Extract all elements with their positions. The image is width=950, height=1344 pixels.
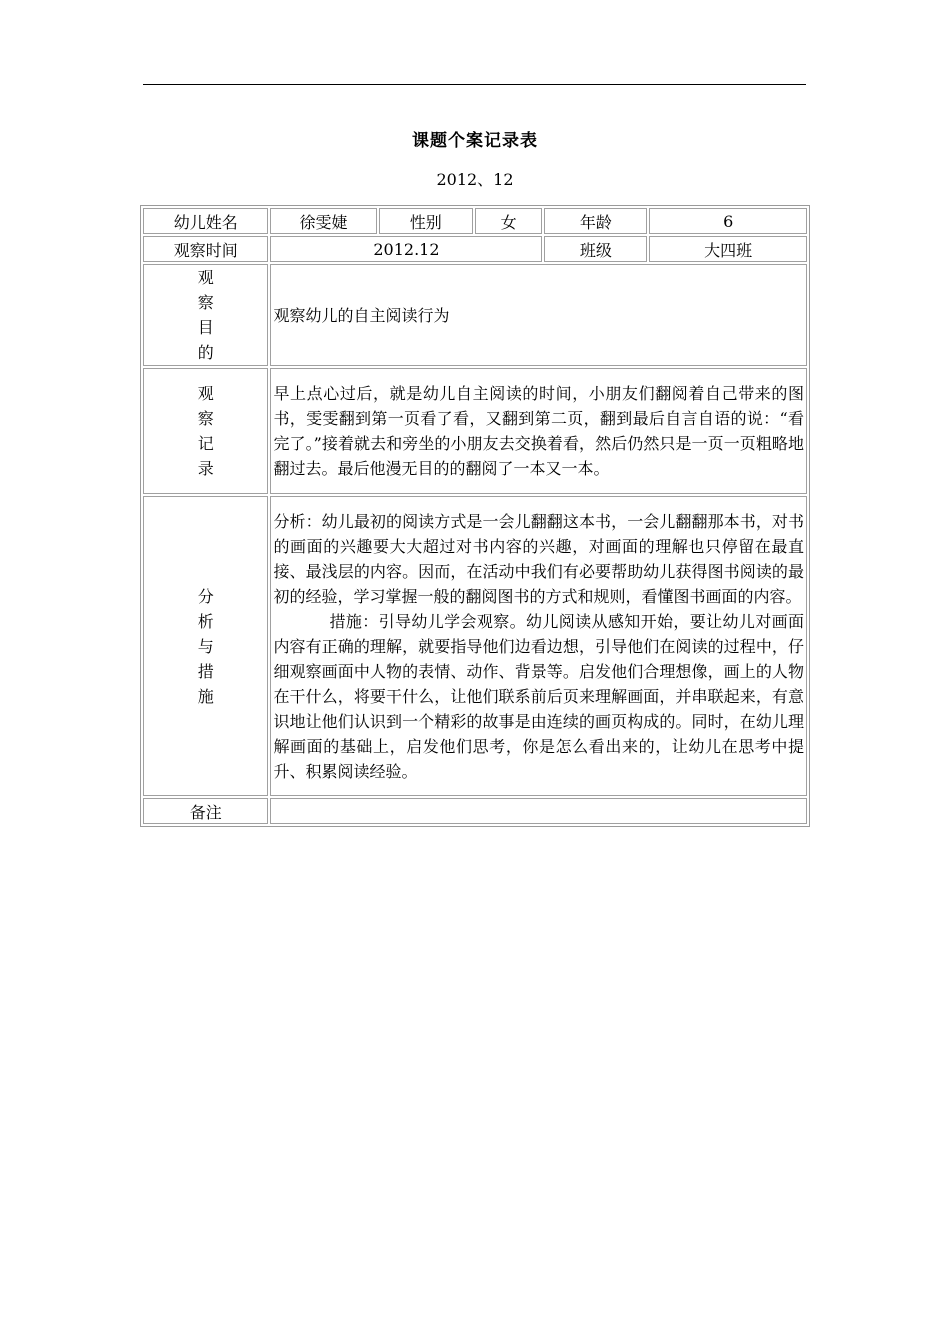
table-row xyxy=(143,264,807,366)
analysis-text xyxy=(270,496,807,796)
measures-paragraph: 措施：引导幼儿学会观察。幼儿阅读从感知开始，要让幼儿对画面内容有正确的理解，就要指导他们边看边想，引导他们在阅读的过程中，仔细观察画面中人物的表情、动作、背景等。启发他们合理想像，画上的人物在干什么，将要干什么，让他们联系前后页来理解画面，并串联起来，有意识地让他们认识到一个精彩的故事是由连续的画页构成的。同时，在幼儿理解画面的基础上，启发他们思考，你是怎么看出来的，让幼儿在思考中提升、积累阅读经验。 xyxy=(273,611,804,781)
remarks-label: 备注 xyxy=(143,798,268,824)
child-name-label: 幼儿姓名 xyxy=(143,208,268,234)
table-row xyxy=(143,496,807,796)
analysis-label: 分 析 与 措 施 xyxy=(143,496,268,796)
table-row xyxy=(143,798,807,824)
table-row xyxy=(143,208,807,234)
purpose-label: 观 察 目 的 xyxy=(143,264,268,366)
gender-value: 女 xyxy=(475,208,543,234)
gender-label: 性别 xyxy=(379,208,473,234)
document-date: 2012、12 xyxy=(436,170,514,189)
class-value: 大四班 xyxy=(649,236,807,262)
remarks-value xyxy=(270,798,807,824)
observation-time-label: 观察时间 xyxy=(143,236,268,262)
age-value: 6 xyxy=(649,208,807,234)
observation-time-value: 2012.12 xyxy=(270,236,542,262)
class-label: 班级 xyxy=(544,236,647,262)
analysis-paragraph: 分析：幼儿最初的阅读方式是一会儿翻翻这本书，一会儿翻翻那本书，对书的画面的兴趣要大大超过对书内容的兴趣，对画面的理解也只停留在最直接、最浅层的内容。因而，在活动中我们有必要帮助幼儿获得图书阅读的最初的经验，学习掌握一般的翻阅图书的方式和规则，看懂图书画面的内容。 xyxy=(273,511,804,606)
child-name-value: 徐雯婕 xyxy=(270,208,376,234)
document-title: 课题个案记录表 xyxy=(412,131,538,151)
age-label: 年龄 xyxy=(544,208,647,234)
header-rule xyxy=(143,84,806,85)
record-label: 观 察 记 录 xyxy=(143,368,268,494)
table-row xyxy=(143,368,807,494)
record-text: 早上点心过后，就是幼儿自主阅读的时间，小朋友们翻阅着自己带来的图书，雯雯翻到第一页看了看，又翻到第二页，翻到最后自言自语的说：“看完了。”接着就去和旁坐的小朋友去交换着看，然后仍然只是一页一页粗略地翻过去。最后他漫无目的的翻阅了一本又一本。 xyxy=(270,368,807,494)
table-row xyxy=(143,236,807,262)
case-record-table xyxy=(140,205,810,827)
purpose-text: 观察幼儿的自主阅读行为 xyxy=(270,264,807,366)
